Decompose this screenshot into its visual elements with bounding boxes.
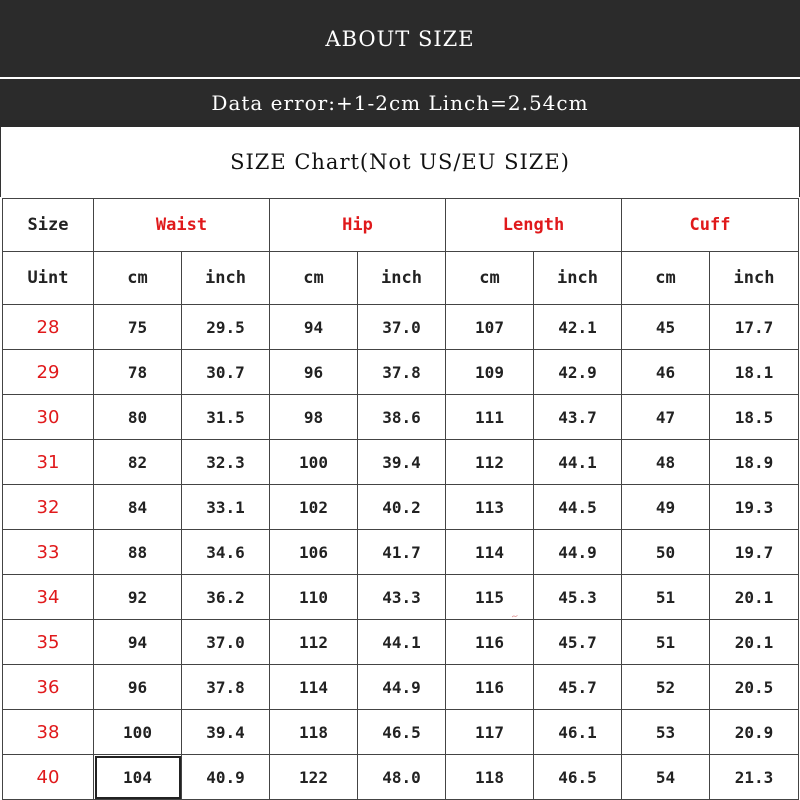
- measurement-cell: 113: [446, 485, 534, 530]
- measurement-cell: 20.1: [710, 620, 799, 665]
- table-row: [3, 395, 799, 440]
- measurement-cell: 29.5: [182, 305, 270, 350]
- measurement-cell: 44.5: [534, 485, 622, 530]
- table-row: [3, 620, 799, 665]
- table-row: [3, 440, 799, 485]
- measurement-cell: 52: [622, 665, 710, 710]
- measurement-cell: 32.3: [182, 440, 270, 485]
- size-label: 30: [3, 395, 94, 440]
- table-row: [3, 485, 799, 530]
- measurement-cell: 37.8: [358, 350, 446, 395]
- unit-cell: inch: [358, 252, 446, 305]
- measurement-cell: 47: [622, 395, 710, 440]
- measurement-cell: 96: [270, 350, 358, 395]
- size-label: 33: [3, 530, 94, 575]
- measurement-cell: 110: [270, 575, 358, 620]
- measurement-cell: 82: [94, 440, 182, 485]
- measurement-cell: 78: [94, 350, 182, 395]
- measurement-cell: 34.6: [182, 530, 270, 575]
- size-header: Size: [3, 199, 94, 252]
- about-size-title: ABOUT SIZE: [325, 26, 475, 51]
- measurement-cell: 39.4: [358, 440, 446, 485]
- size-chart-table: [2, 198, 799, 800]
- measurement-cell: 44.9: [358, 665, 446, 710]
- measurement-cell: 53: [622, 710, 710, 755]
- measurement-cell: 44.1: [534, 440, 622, 485]
- measurement-cell: 100: [94, 710, 182, 755]
- measurement-cell: 106: [270, 530, 358, 575]
- measurement-cell: 45.7: [534, 665, 622, 710]
- measurement-cell: 109: [446, 350, 534, 395]
- size-label: 28: [3, 305, 94, 350]
- size-label: 34: [3, 575, 94, 620]
- measurement-cell: 112: [446, 440, 534, 485]
- size-label: 32: [3, 485, 94, 530]
- measurement-cell: 46.5: [358, 710, 446, 755]
- size-label: 29: [3, 350, 94, 395]
- measurement-cell: 94: [94, 620, 182, 665]
- table-row: [3, 665, 799, 710]
- data-error-note: Data error:+1-2cm Linch=2.54cm: [211, 91, 589, 115]
- hip-header: Hip: [270, 199, 446, 252]
- measurement-cell: 38.6: [358, 395, 446, 440]
- measurement-cell: 54: [622, 755, 710, 800]
- measurement-cell: 45.7: [534, 620, 622, 665]
- unit-cell: inch: [182, 252, 270, 305]
- measurement-cell: 51: [622, 620, 710, 665]
- measurement-cell: 18.9: [710, 440, 799, 485]
- table-row: [3, 710, 799, 755]
- unit-header-row: [3, 252, 799, 305]
- unit-cell: cm: [270, 252, 358, 305]
- measurement-cell: 31.5: [182, 395, 270, 440]
- size-label: 36: [3, 665, 94, 710]
- length-header: Length: [446, 199, 622, 252]
- measurement-cell: 118: [446, 755, 534, 800]
- measurement-cell: 20.9: [710, 710, 799, 755]
- unit-cell: inch: [710, 252, 799, 305]
- measurement-cell: 45.3: [534, 575, 622, 620]
- size-label: 38: [3, 710, 94, 755]
- measurement-cell: 111: [446, 395, 534, 440]
- measurement-cell: 88: [94, 530, 182, 575]
- measurement-cell: 102: [270, 485, 358, 530]
- measurement-cell: 37.0: [358, 305, 446, 350]
- table-row: [3, 755, 799, 800]
- measurement-cell: 96: [94, 665, 182, 710]
- unit-header: Uint: [3, 252, 94, 305]
- measurement-cell: 50: [622, 530, 710, 575]
- measurement-cell: 117: [446, 710, 534, 755]
- measurement-cell: 39.4: [182, 710, 270, 755]
- unit-cell: cm: [622, 252, 710, 305]
- measurement-cell: 18.1: [710, 350, 799, 395]
- measurement-cell: 114: [270, 665, 358, 710]
- measurement-cell: 41.7: [358, 530, 446, 575]
- measurement-cell: 104: [94, 755, 182, 800]
- table-row: [3, 575, 799, 620]
- measurement-cell: 116: [446, 620, 534, 665]
- waist-header: Waist: [94, 199, 270, 252]
- measurement-cell: 18.5: [710, 395, 799, 440]
- measurement-cell: 75: [94, 305, 182, 350]
- measurement-cell: 112: [270, 620, 358, 665]
- table-row: [3, 305, 799, 350]
- measurement-cell: 100: [270, 440, 358, 485]
- measurement-cell: 94: [270, 305, 358, 350]
- measurement-cell: 20.5: [710, 665, 799, 710]
- measurement-cell: 118: [270, 710, 358, 755]
- measurement-cell: 80: [94, 395, 182, 440]
- unit-cell: cm: [446, 252, 534, 305]
- size-chart-title: [0, 127, 800, 197]
- measurement-cell: 44.9: [534, 530, 622, 575]
- measurement-cell: 46.5: [534, 755, 622, 800]
- measurement-cell: 36.2: [182, 575, 270, 620]
- measurement-cell: 45: [622, 305, 710, 350]
- measurement-cell: 21.3: [710, 755, 799, 800]
- size-label: 35: [3, 620, 94, 665]
- about-size-banner: [0, 0, 800, 77]
- measurement-cell: 40.2: [358, 485, 446, 530]
- measurement-cell: 30.7: [182, 350, 270, 395]
- data-error-banner: [0, 79, 800, 127]
- measurement-cell: 17.7: [710, 305, 799, 350]
- measurement-cell: 43.3: [358, 575, 446, 620]
- measurement-cell: 51: [622, 575, 710, 620]
- measurement-cell: 84: [94, 485, 182, 530]
- measurement-cell: 44.1: [358, 620, 446, 665]
- measurement-cell: 42.1: [534, 305, 622, 350]
- measurement-cell: 48: [622, 440, 710, 485]
- measurement-cell: 114: [446, 530, 534, 575]
- watermark-scribble: ~: [510, 611, 520, 623]
- measurement-cell: 48.0: [358, 755, 446, 800]
- cuff-header: Cuff: [622, 199, 799, 252]
- size-label: 40: [3, 755, 94, 800]
- size-chart-title-text: SIZE Chart(Not US/EU SIZE): [230, 150, 570, 174]
- unit-cell: inch: [534, 252, 622, 305]
- table-row: [3, 530, 799, 575]
- measurement-cell: 37.0: [182, 620, 270, 665]
- measurement-cell: 116: [446, 665, 534, 710]
- unit-cell: cm: [94, 252, 182, 305]
- measurement-cell: 33.1: [182, 485, 270, 530]
- table-row: [3, 350, 799, 395]
- measurement-cell: 92: [94, 575, 182, 620]
- measurement-cell: 107: [446, 305, 534, 350]
- measurement-cell: 49: [622, 485, 710, 530]
- measurement-cell: 19.3: [710, 485, 799, 530]
- measurement-cell: 20.1: [710, 575, 799, 620]
- measurement-cell: 40.9: [182, 755, 270, 800]
- measurement-cell: 37.8: [182, 665, 270, 710]
- group-header-row: [3, 199, 799, 252]
- measurement-cell: 46: [622, 350, 710, 395]
- measurement-cell: 42.9: [534, 350, 622, 395]
- measurement-cell: 19.7: [710, 530, 799, 575]
- measurement-cell: 43.7: [534, 395, 622, 440]
- measurement-cell: 122: [270, 755, 358, 800]
- measurement-cell: 98: [270, 395, 358, 440]
- measurement-cell: 115: [446, 575, 534, 620]
- measurement-cell: 46.1: [534, 710, 622, 755]
- size-label: 31: [3, 440, 94, 485]
